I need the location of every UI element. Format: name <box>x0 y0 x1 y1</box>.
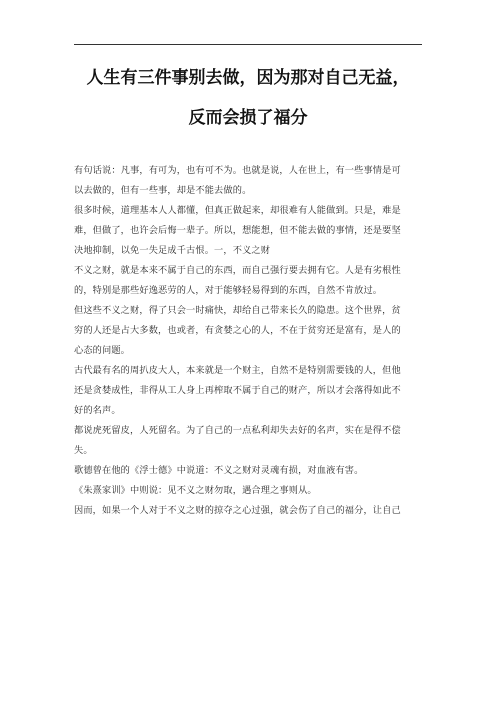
paragraph <box>74 421 424 461</box>
text-line: 古代最有名的周扒皮大人，本来就是一个财主，自然不是特别需要钱的人，但他 <box>74 365 401 376</box>
text-line: 但这些不义之财，得了只会一时痛快，却给自己带来长久的隐患。这个世界，贫 <box>74 305 401 316</box>
text-line: 《朱熹家训》中则说：见不义之财勿取，遇合理之事则从。 <box>74 485 317 496</box>
title-line-2: 反而会损了福分 <box>188 108 308 128</box>
header-rule <box>74 44 422 45</box>
text-line: 都说虎死留皮，人死留名。为了自己的一点私利却失去好的名声，实在是得不偿 <box>74 425 401 436</box>
paragraph <box>74 201 424 261</box>
text-line: 因而，如果一个人对于不义之财的掠夺之心过强，就会伤了自己的福分，让自己 <box>74 505 401 516</box>
text-line: 的，特别是那些好逸恶劳的人，对于能够轻易得到的东西，自然不肯放过。 <box>74 285 383 296</box>
text-line: 好的名声。 <box>74 405 121 416</box>
paragraph <box>74 361 424 421</box>
text-line: 很多时候，道理基本人人都懂，但真正做起来，却很难有人能做到。只是，难是 <box>74 205 401 216</box>
paragraph <box>74 501 424 521</box>
text-line: 以去做的，但有一些事，却是不能去做的。 <box>74 185 252 196</box>
paragraph <box>74 301 424 361</box>
text-line: 难，但做了，也许会后悔一辈子。所以，想能想，但不能去做的事情，还是要坚 <box>74 225 401 236</box>
text-line: 决地抑制，以免一失足成千古恨。一，不义之财 <box>74 245 271 256</box>
title-line-1: 人生有三件事别去做，因为那对自己无益， <box>86 68 410 88</box>
text-line: 有句话说：凡事，有可为，也有可不为。也就是说，人在世上，有一些事情是可 <box>74 165 401 176</box>
paragraph <box>74 161 424 201</box>
article-body <box>74 161 424 521</box>
paragraph <box>74 461 424 481</box>
paragraph <box>74 261 424 301</box>
text-line: 心态的问题。 <box>74 345 131 356</box>
paragraph <box>74 481 424 501</box>
text-line: 还是贪婪成性，非得从工人身上再榨取不属于自己的财产，所以才会落得如此不 <box>74 385 401 396</box>
text-line: 不义之财，就是本来不属于自己的东西，而自己强行要去拥有它。人是有劣根性 <box>74 265 401 276</box>
text-line: 穷的人还是占大多数，也或者，有贪婪之心的人，不在于贫穷还是富有，是人的 <box>74 325 401 336</box>
text-line: 失。 <box>74 445 93 456</box>
text-line: 歌德曾在他的《浮士德》中说道：不义之财对灵魂有损，对血液有害。 <box>74 465 364 476</box>
